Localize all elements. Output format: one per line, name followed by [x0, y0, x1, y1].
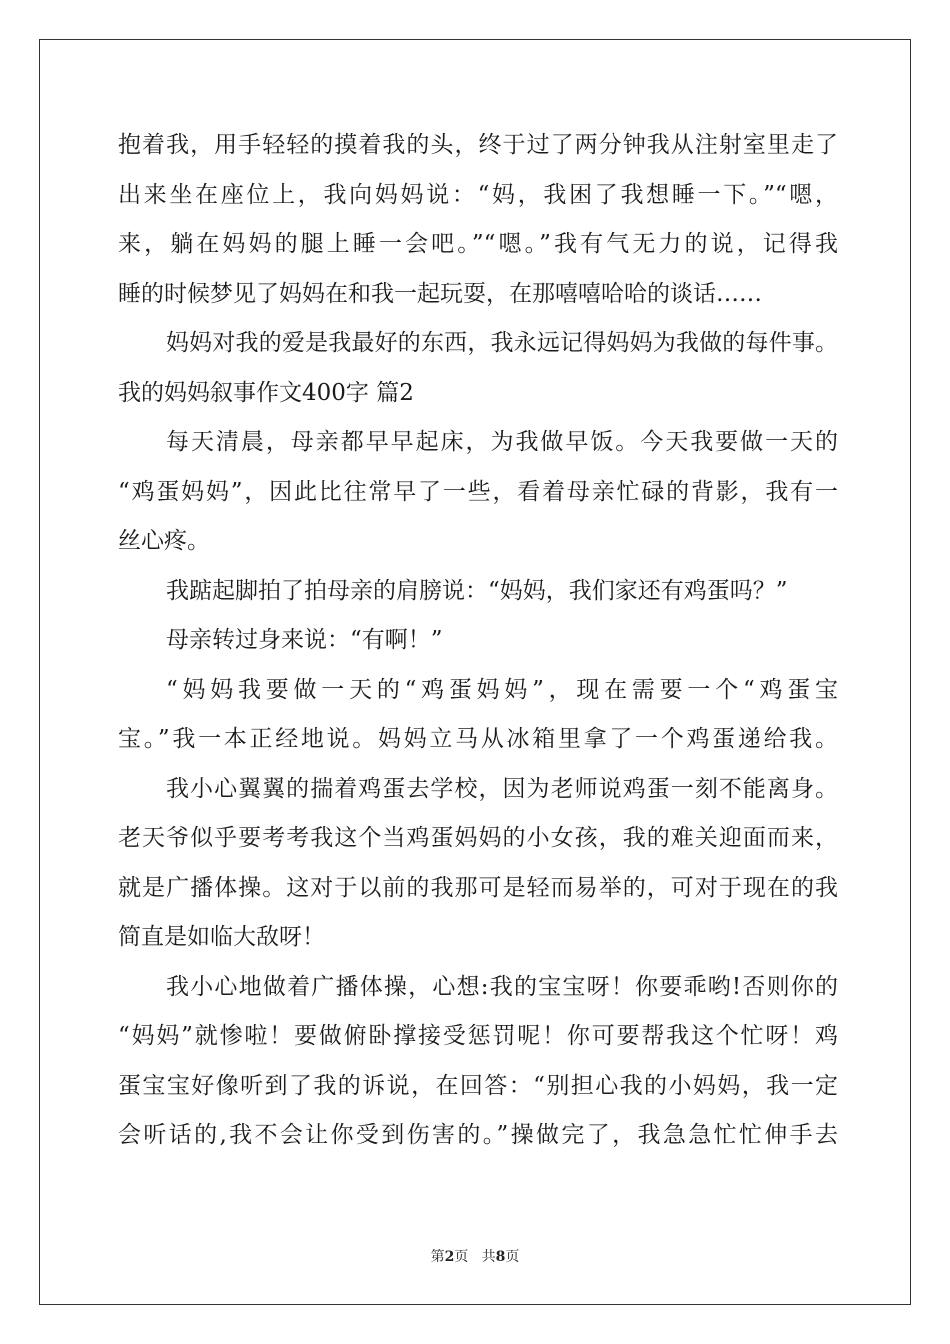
text-line-10: 我踮起脚拍了拍母亲的肩膀说：“妈妈，我们家还有鸡蛋吗？”	[166, 577, 788, 604]
text-line-9: 丝心疼。	[118, 528, 210, 554]
text-line-3: 来，躺在妈妈的腿上睡一会吧。”“嗯。”我有气无力的说，记得我	[118, 231, 838, 257]
section-heading: 我的妈妈叙事作文400字 篇2	[118, 379, 414, 406]
text-line-13: 宝。”我一本正经地说。妈妈立马从冰箱里拿了一个鸡蛋递给我。	[118, 726, 838, 752]
text-line-5: 妈妈对我的爱是我最好的东西，我永远记得妈妈为我做的每件事。	[166, 330, 838, 356]
text-line-16: 就是广播体操。这对于以前的我那可是轻而易举的，可对于现在的我	[118, 874, 838, 901]
text-line-4: 睡的时候梦见了妈妈在和我一起玩耍，在那嘻嘻哈哈的谈话……	[118, 280, 762, 307]
text-line-18: 我小心地做着广播体操，心想:我的宝宝呀！你要乖哟!否则你的	[166, 973, 838, 1000]
page-footer	[0, 1246, 950, 1266]
text-line-15: 老天爷似乎要考考我这个当鸡蛋妈妈的小女孩，我的难关迎面而来，	[118, 825, 838, 851]
text-line-1: 抱着我，用手轻轻的摸着我的头，终于过了两分钟我从注射室里走了	[118, 132, 838, 158]
text-line-11: 母亲转过身来说：“有啊！”	[166, 627, 443, 653]
text-line-7: 每天清晨，母亲都早早起床，为我做早饭。今天我要做一天的	[166, 429, 838, 455]
text-line-8: “鸡蛋妈妈”，因此比往常早了一些，看着母亲忙碌的背影，我有一	[118, 478, 838, 505]
total-pages: 8	[495, 1249, 506, 1265]
text-line-12: “妈妈我要做一天的“鸡蛋妈妈”，现在需要一个“鸡蛋宝	[166, 676, 838, 703]
document-body	[118, 125, 838, 1165]
page-label-suffix: 页	[454, 1249, 469, 1265]
text-line-14: 我小心翼翼的揣着鸡蛋去学校，因为老师说鸡蛋一刻不能离身。	[166, 775, 838, 802]
text-line-17: 简直是如临大敌呀！	[118, 924, 325, 950]
page-number: 2	[444, 1249, 455, 1265]
text-line-21: 会听话的,我不会让你受到伤害的。”操做完了，我急急忙忙伸手去	[118, 1122, 838, 1148]
text-line-20: 蛋宝宝好像听到了我的诉说，在回答：“别担心我的小妈妈，我一定	[118, 1072, 838, 1099]
page-label-prefix: 第	[430, 1249, 445, 1265]
text-line-2: 出来坐在座位上，我向妈妈说：“妈，我困了我想睡一下。”“嗯，	[118, 181, 838, 208]
total-label-suffix: 页	[505, 1249, 520, 1265]
text-line-19: “妈妈”就惨啦！要做俯卧撑接受惩罚呢！你可要帮我这个忙呀！鸡	[118, 1023, 838, 1049]
total-label-prefix: 共	[481, 1249, 496, 1265]
